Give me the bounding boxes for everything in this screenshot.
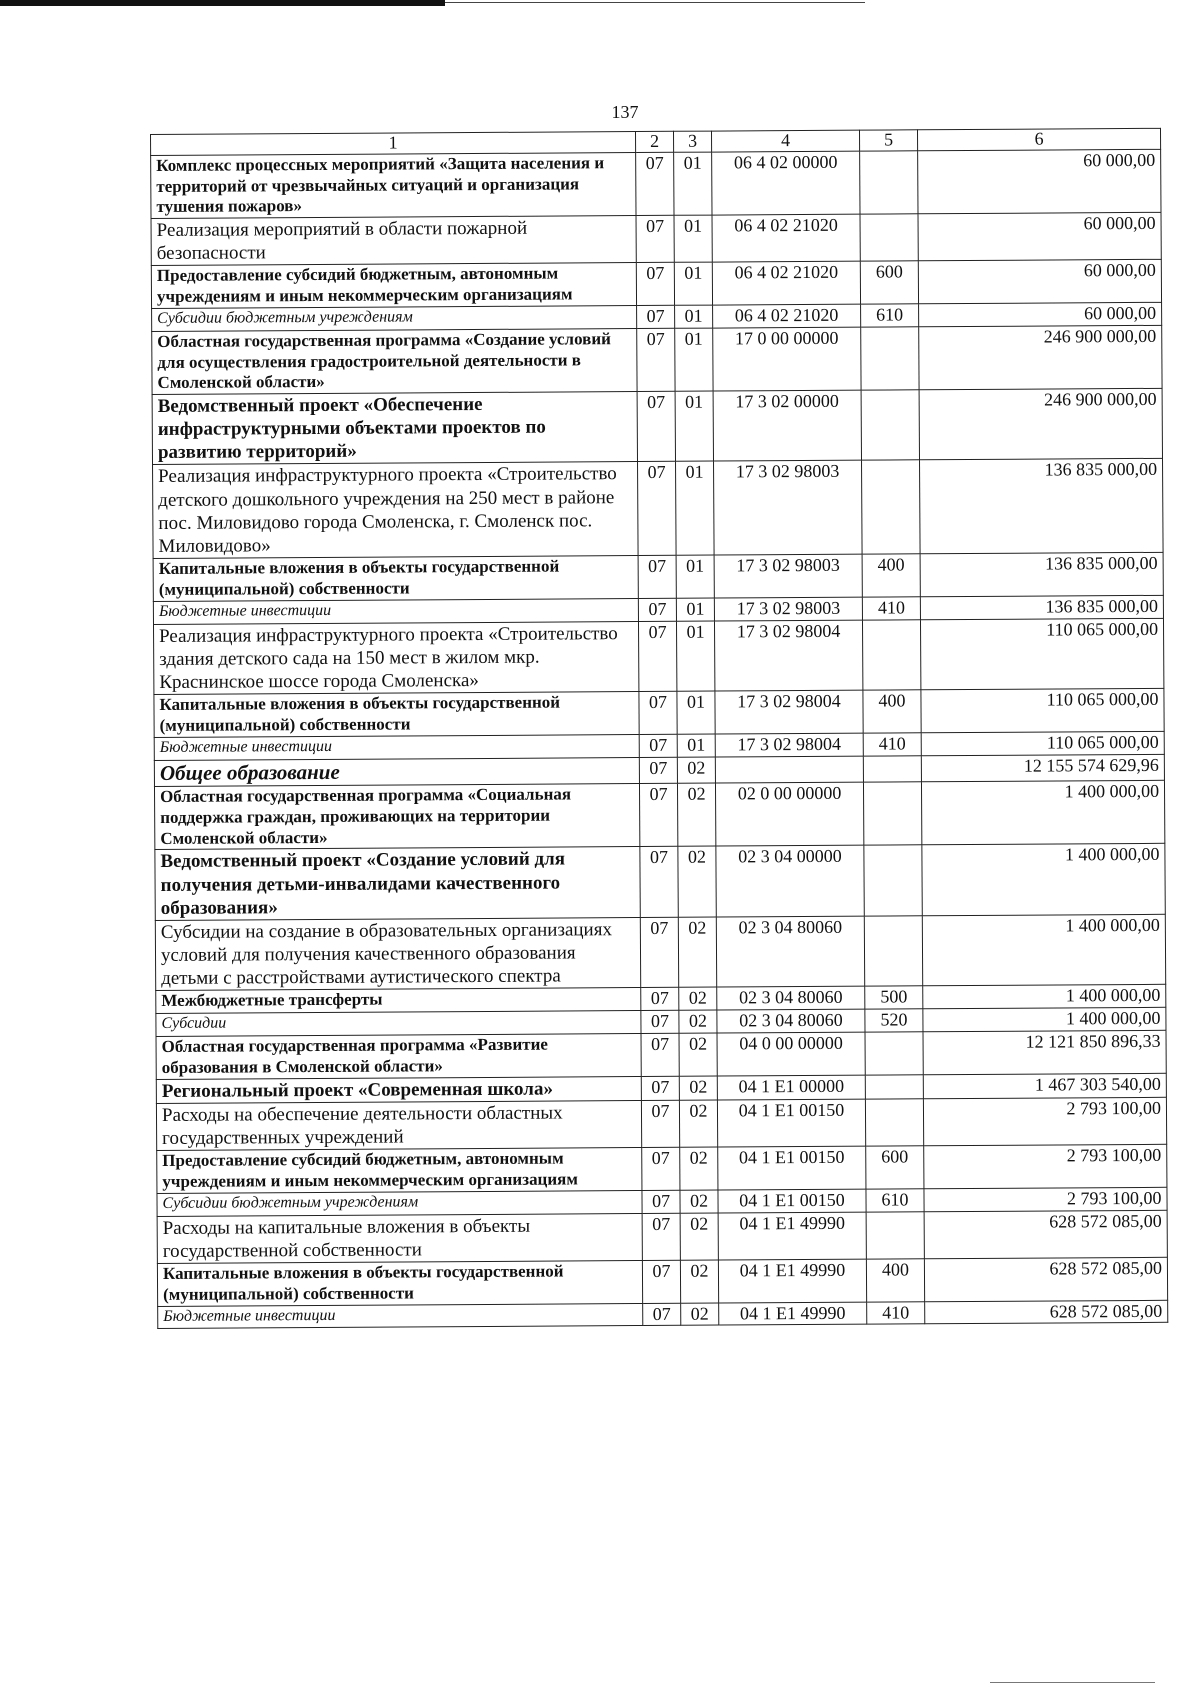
row-target-code: 06 4 02 21020 [713,304,861,328]
table-row [155,844,1165,921]
row-expense-type [864,845,922,916]
row-subsection: 01 [676,555,714,598]
row-expense-type [862,619,920,690]
row-expense-type: 500 [865,986,923,1009]
row-name: Бюджетные инвестиции [158,1303,643,1329]
row-section: 07 [638,598,676,621]
row-section: 07 [639,757,677,784]
row-name: Капитальные вложения в объекты государственной (муниципальной) собственности [154,692,639,737]
row-amount: 136 835 000,00 [920,595,1163,619]
row-target-code: 02 3 04 80060 [717,987,865,1011]
table-row [155,914,1165,991]
row-target-code: 17 3 02 98004 [715,733,863,757]
row-name: Расходы на капитальные вложения в объекты государственной собственности [157,1213,642,1263]
row-expense-type [863,782,921,846]
row-subsection: 01 [675,305,713,328]
row-name: Бюджетные инвестиции [153,598,638,624]
row-amount: 110 065 000,00 [921,731,1164,755]
row-name: Капитальные вложения в объекты государственной (муниципальной) собственности [157,1261,642,1306]
row-section: 07 [642,1213,680,1261]
row-target-code: 04 1 E1 49990 [718,1212,866,1260]
row-target-code: 06 4 02 21020 [712,214,860,262]
row-subsection: 01 [677,691,715,734]
row-target-code: 04 0 00 00000 [717,1032,865,1075]
row-subsection: 01 [675,328,713,391]
table-row [153,552,1163,601]
row-section: 07 [637,305,675,328]
row-amount: 628 572 085,00 [925,1300,1168,1324]
row-name: Общее образование [154,757,639,787]
row-target-code: 06 4 02 21020 [712,262,860,305]
header-col-1: 1 [151,132,636,156]
row-name: Субсидии на создание в образовательных организациях условий для получения качественного образования детьми с расстройствами аутистического спектра [155,917,640,990]
row-subsection: 01 [677,734,715,757]
row-expense-type: 400 [862,554,920,597]
row-amount: 628 572 085,00 [924,1257,1167,1301]
row-section: 07 [641,1034,679,1077]
row-amount: 136 835 000,00 [920,459,1164,554]
row-subsection: 02 [677,783,715,846]
row-section: 07 [643,1303,681,1326]
row-subsection: 02 [680,1147,718,1190]
row-expense-type: 400 [863,690,921,733]
row-name: Ведомственный проект «Обеспечение инфраструктурными объектами проектов по развитию территорий» [152,391,637,464]
row-expense-type [865,1075,923,1100]
row-subsection: 01 [674,215,712,263]
row-expense-type: 600 [860,261,918,304]
row-target-code: 04 1 E1 00150 [718,1189,866,1213]
row-name: Областная государственная программа «Развитие образования в Смоленской области» [156,1034,641,1079]
row-name: Предоставление субсидий бюджетным, автономным учреждениям и иным некоммерческим организациям [151,263,636,308]
row-section: 07 [637,328,675,391]
row-section: 07 [641,1100,679,1148]
row-amount: 12 121 850 896,33 [923,1031,1166,1075]
row-subsection: 02 [679,987,717,1010]
row-subsection: 02 [679,1033,717,1076]
row-subsection: 01 [676,462,715,556]
row-expense-type [860,151,918,215]
table-row [151,212,1161,266]
table-row [156,1031,1166,1080]
row-subsection: 02 [679,1076,717,1100]
row-target-code: 17 3 02 98003 [714,554,862,597]
header-col-3: 3 [673,131,711,152]
row-section: 07 [638,555,676,598]
row-subsection: 02 [679,1010,717,1033]
row-amount: 136 835 000,00 [920,552,1163,596]
row-name: Реализация инфраструктурного проекта «Строительство детского дошкольного учреждения на 250 мест в районе пос. Миловидово города Смоленска, г. Смоленск пос. Миловидово» [153,462,639,559]
row-name: Региональный проект «Современная школа» [156,1076,641,1103]
table-row [153,618,1163,695]
row-expense-type [865,1032,923,1075]
row-expense-type: 610 [866,1189,924,1212]
table-row [152,388,1162,465]
row-expense-type: 410 [867,1301,925,1324]
header-col-2: 2 [635,131,673,152]
row-subsection: 02 [680,1190,718,1213]
row-subsection: 02 [678,846,716,917]
row-subsection: 01 [674,152,712,215]
row-expense-type [864,916,922,987]
row-section: 07 [641,1076,679,1100]
row-expense-type [865,1099,923,1147]
row-expense-type [860,214,918,262]
row-subsection: 02 [678,917,716,988]
header-col-4: 4 [711,130,859,152]
row-name: Реализация инфраструктурного проекта «Строительство здания детского сада на 150 мест в жилом мкр. Краснинское шоссе города Смоленска» [153,621,638,694]
row-amount: 110 065 000,00 [920,618,1163,690]
row-name: Областная государственная программа «Создание условий для осуществления градостроительной деятельности в Смоленской области» [152,328,637,394]
row-name: Предоставление субсидий бюджетным, автономным учреждениям и иным некоммерческим организациям [157,1148,642,1193]
row-section: 07 [638,621,676,692]
row-amount: 1 400 000,00 [923,985,1166,1009]
row-target-code: 06 4 02 00000 [712,151,860,215]
table-row [156,1097,1166,1151]
row-subsection: 01 [676,598,714,621]
row-name: Субсидии бюджетным учреждениям [157,1190,642,1216]
row-section: 07 [637,391,675,462]
row-target-code [715,756,863,784]
row-section: 07 [638,462,677,556]
table-row [154,780,1164,849]
table-row [152,325,1162,394]
row-subsection: 01 [676,621,714,692]
row-expense-type [863,755,921,782]
table-row [157,1210,1167,1264]
row-name: Субсидии [156,1011,641,1037]
row-target-code: 02 3 04 00000 [716,845,864,916]
row-target-code: 17 3 02 98004 [715,690,863,733]
header-col-6: 6 [917,128,1160,150]
table-row [154,688,1164,737]
row-target-code: 04 1 E1 00000 [717,1075,865,1100]
row-amount: 1 467 303 540,00 [923,1073,1166,1099]
row-target-code: 17 3 02 98004 [714,620,862,691]
row-subsection: 02 [677,757,715,784]
scan-edge-mark [0,0,445,6]
table-row [153,459,1164,559]
row-target-code: 02 3 04 80060 [716,916,864,987]
row-amount: 628 572 085,00 [924,1210,1167,1259]
row-expense-type [861,390,919,461]
row-name: Межбюджетные трансферты [156,988,641,1014]
header-col-5: 5 [859,130,917,151]
row-subsection: 02 [680,1213,718,1261]
row-section: 07 [636,263,674,306]
row-subsection: 02 [679,1100,717,1148]
row-amount: 2 793 100,00 [924,1145,1167,1189]
row-target-code: 04 1 E1 00150 [718,1146,866,1189]
row-target-code: 02 0 00 00000 [715,782,863,846]
row-section: 07 [639,734,677,757]
row-name: Комплекс процессных мероприятий «Защита населения и территорий от чрезвычайных ситуаций и организация тушения пожаров» [151,152,636,218]
row-amount: 1 400 000,00 [922,914,1165,986]
row-amount: 1 400 000,00 [922,844,1165,916]
row-section: 07 [636,152,674,215]
row-expense-type [866,1211,924,1259]
row-name: Областная государственная программа «Социальная поддержка граждан, проживающих на территории Смоленской области» [154,784,639,850]
table-row [157,1145,1167,1194]
row-name: Субсидии бюджетным учреждениям [152,305,637,331]
row-section: 07 [642,1260,680,1303]
row-amount: 60 000,00 [918,212,1161,261]
row-target-code: 04 1 E1 49990 [719,1302,867,1326]
row-section: 07 [642,1190,680,1213]
row-section: 07 [642,1148,680,1191]
row-amount: 60 000,00 [919,302,1162,326]
row-target-code: 04 1 E1 49990 [718,1259,866,1302]
table-row [157,1257,1167,1306]
row-amount: 246 900 000,00 [919,325,1162,390]
row-subsection: 02 [681,1303,719,1326]
row-section: 07 [640,917,678,988]
row-expense-type: 410 [863,732,921,755]
row-amount: 2 793 100,00 [924,1187,1167,1211]
row-name: Бюджетные инвестиции [154,734,639,760]
page-number: 137 [611,102,639,122]
row-section: 07 [639,783,677,846]
row-section: 07 [640,847,678,918]
table-body [151,149,1168,1329]
row-amount: 110 065 000,00 [921,688,1164,732]
row-amount: 60 000,00 [918,149,1161,214]
footer-rule [990,1682,1155,1683]
row-amount: 246 900 000,00 [919,388,1162,460]
row-name: Расходы на обеспечение деятельности областных государственных учреждений [156,1100,641,1150]
row-section: 07 [639,691,677,734]
budget-table [150,128,1168,1330]
row-subsection: 02 [680,1260,718,1303]
row-target-code: 17 3 02 00000 [713,390,861,461]
row-amount: 2 793 100,00 [923,1097,1166,1146]
row-expense-type [862,460,921,554]
table-row [151,260,1161,309]
scan-edge-line [445,2,865,3]
table-row [151,149,1161,218]
row-expense-type: 520 [865,1009,923,1032]
row-target-code: 17 3 02 98003 [714,597,862,621]
row-section: 07 [641,988,679,1011]
row-amount: 1 400 000,00 [923,1008,1166,1032]
row-name: Капитальные вложения в объекты государственной (муниципальной) собственности [153,556,638,601]
row-target-code: 04 1 E1 00150 [717,1099,865,1147]
row-expense-type: 600 [866,1146,924,1189]
row-section: 07 [636,215,674,263]
row-expense-type: 610 [861,304,919,327]
row-name: Реализация мероприятий в области пожарной безопасности [151,216,636,266]
row-name: Ведомственный проект «Создание условий для получения детьми-инвалидами качественного образования» [155,847,640,920]
row-subsection: 01 [674,262,712,305]
row-section: 07 [641,1011,679,1034]
row-target-code: 17 3 02 98003 [714,461,863,556]
row-expense-type: 410 [862,596,920,619]
row-amount: 60 000,00 [918,260,1161,304]
row-amount: 12 155 574 629,96 [921,754,1164,782]
row-expense-type [861,327,919,391]
row-target-code: 02 3 04 80060 [717,1009,865,1033]
row-amount: 1 400 000,00 [921,780,1164,845]
row-subsection: 01 [675,391,713,462]
row-expense-type: 400 [866,1259,924,1302]
row-target-code: 17 0 00 00000 [713,327,861,391]
